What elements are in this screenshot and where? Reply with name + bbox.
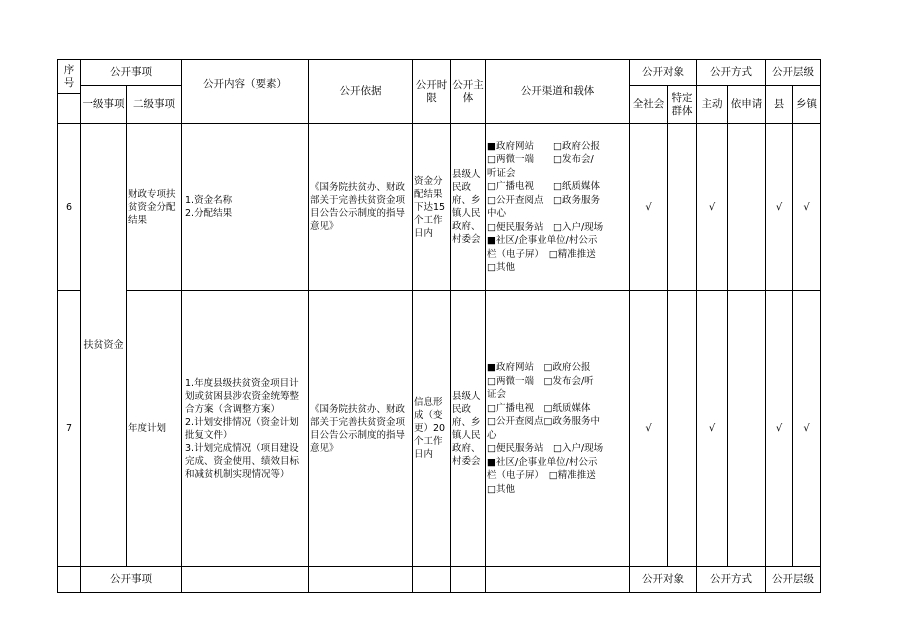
table-row (58, 124, 821, 291)
check-audience-all: √ (630, 291, 668, 567)
row-content: 1.年度县级扶贫资金项目计划或贫困县涉农资金统筹整合方案（含调整方案） 2.计划安排情况（资金计划批复文件） 3.计划完成情况（项目建设完成、资金使用、绩效目标和减贫机制实现情况等） (182, 291, 309, 567)
header-seq-cont (58, 94, 81, 124)
row-seq: 7 (58, 291, 81, 567)
row-subject: 县级人民政府、乡镇人民政府、村委会 (451, 291, 486, 567)
footer-basis (309, 567, 413, 593)
footer-method: 公开方式 (697, 567, 766, 593)
row-content: 1.资金名称 2.分配结果 (182, 124, 309, 291)
header-audience: 公开对象 (630, 60, 697, 86)
check-level-county: √ (766, 124, 793, 291)
check-audience-all: √ (630, 124, 668, 291)
header-level-county: 县 (766, 86, 793, 124)
header-disclosure-item: 公开事项 (81, 60, 182, 86)
footer-content (182, 567, 309, 593)
check-method-active: √ (697, 124, 728, 291)
row-basis: 《国务院扶贫办、财政部关于完善扶贫资金项目公告公示制度的指导意见》 (309, 291, 413, 567)
header-channels: 公开渠道和载体 (486, 60, 630, 124)
header-time-limit: 公开时限 (413, 60, 451, 124)
check-level-county: √ (766, 291, 793, 567)
row-subject: 县级人民政府、乡镇人民政府、村委会 (451, 124, 486, 291)
header-level1: 一级事项 (81, 86, 127, 124)
header-basis: 公开依据 (309, 60, 413, 124)
footer-audience: 公开对象 (630, 567, 697, 593)
header-audience-all: 全社会 (630, 86, 668, 124)
check-method-request (728, 124, 766, 291)
table-row (58, 291, 821, 567)
footer-subject (451, 567, 486, 593)
footer-level: 公开层级 (766, 567, 821, 593)
header-method-request: 依申请 (728, 86, 766, 124)
header-method: 公开方式 (697, 60, 766, 86)
check-audience-specific (668, 291, 697, 567)
disclosure-table (57, 59, 821, 593)
row-seq: 6 (58, 124, 81, 291)
header-seq: 序号 (58, 60, 81, 94)
check-level-town: √ (793, 291, 821, 567)
row-level2: 财政专项扶贫资金分配结果 (127, 124, 182, 291)
check-level-town: √ (793, 124, 821, 291)
row-channels: ■政府网站 □政府公报 □两微一端 □发布会/听 证会 □广播电视 □纸质媒体 □公开查阅点□政务服务中 心 □便民服务站 □入户/现场 ■社区/企事业单位/村公示 栏（电子屏） □精准推送 □其他 (486, 291, 630, 567)
footer-disclosure-item: 公开事项 (81, 567, 182, 593)
header-level-town: 乡镇 (793, 86, 821, 124)
header-method-active: 主动 (697, 86, 728, 124)
header-level2: 二级事项 (127, 86, 182, 124)
footer-header-row (58, 567, 821, 593)
check-method-active: √ (697, 291, 728, 567)
footer-time-limit (413, 567, 451, 593)
level1-item: 扶贫资金 (81, 124, 127, 567)
check-method-request (728, 291, 766, 567)
row-level2: 年度计划 (127, 291, 182, 567)
row-time-limit: 资金分配结果下达15个工作日内 (413, 124, 451, 291)
header-audience-specific: 特定群体 (668, 86, 697, 124)
row-time-limit: 信息形成（变更）20个工作日内 (413, 291, 451, 567)
header-content: 公开内容（要素） (182, 60, 309, 124)
row-basis: 《国务院扶贫办、财政部关于完善扶贫资金项目公告公示制度的指导意见》 (309, 124, 413, 291)
header-subject: 公开主体 (451, 60, 486, 124)
footer-channels (486, 567, 630, 593)
footer-seq (58, 567, 81, 593)
header-level: 公开层级 (766, 60, 821, 86)
check-audience-specific (668, 124, 697, 291)
row-channels: ■政府网站 □政府公报 □两微一端 □发布会/ 听证会 □广播电视 □纸质媒体 □公开查阅点 □政务服务 中心 □便民服务站 □入户/现场 ■社区/企事业单位/村公示 栏（电子屏） □精准推送 □其他 (486, 124, 630, 291)
